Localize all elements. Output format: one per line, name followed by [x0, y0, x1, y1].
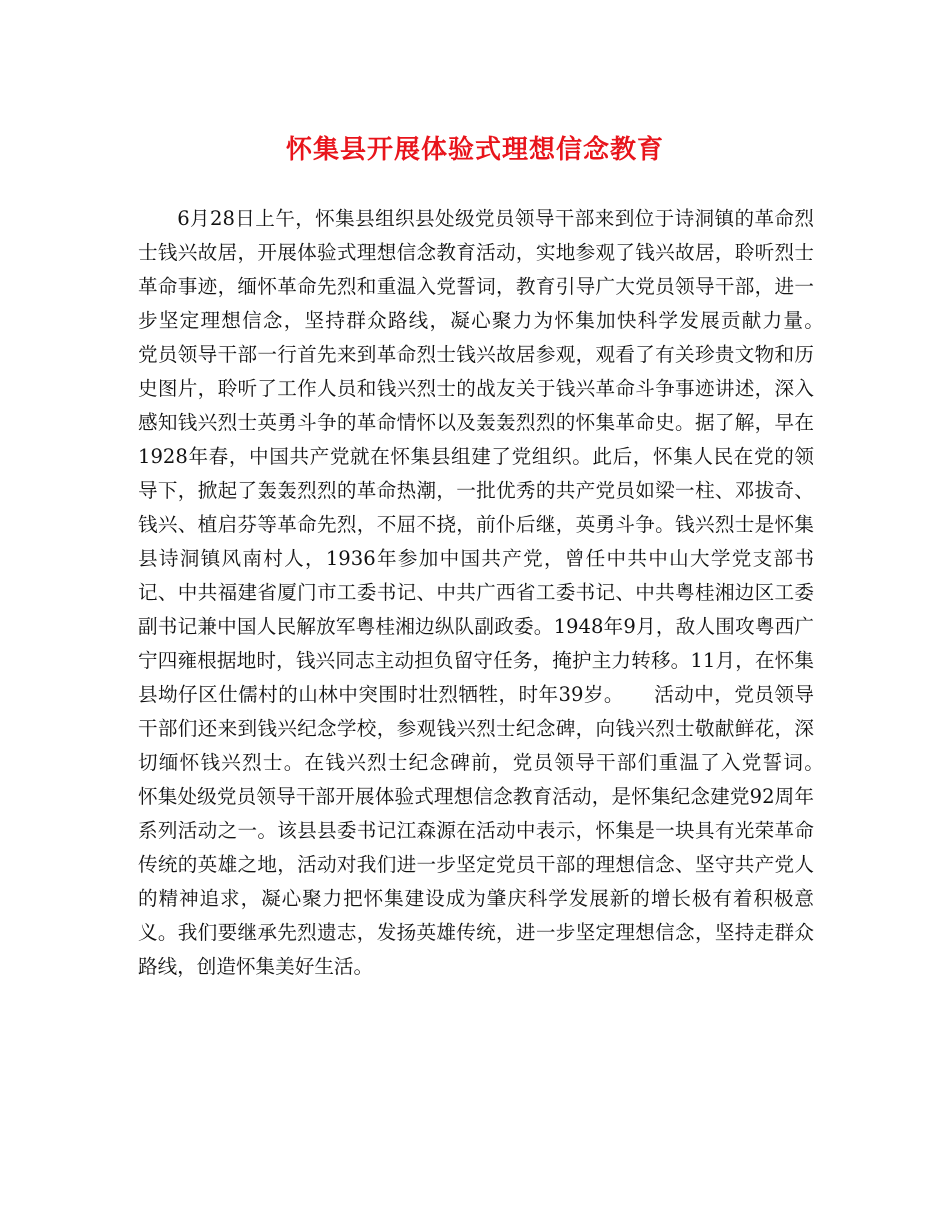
document-body-paragraph: 6月28日上午，怀集县组织县处级党员领导干部来到位于诗洞镇的革命烈士钱兴故居，开展体验式理想信念教育活动，实地参观了钱兴故居，聆听烈士革命事迹，缅怀革命先烈和重温入党誓词，教育引导广大党员领导干部，进一步坚定理想信念，坚持群众路线，凝心聚力为怀集加快科学发展贡献力量。 党员领导干部一行首先来到革命烈士钱兴故居参观，观看了有关珍贵文物和历史图片，聆听了工作人员和钱兴烈士的战友关于钱兴革命斗争事迹讲述，深入感知钱兴烈士英勇斗争的革命情怀以及轰轰烈烈的怀集革命史。据了解，早在1928年春，中国共产党就在怀集县组建了党组织。此后，怀集人民在党的领导下，掀起了轰轰烈烈的革命热潮，一批优秀的共产党员如梁一柱、邓拔奇、钱兴、植启芬等革命先烈，不屈不挠，前仆后继，英勇斗争。钱兴烈士是怀集县诗洞镇风南村人，1936年参加中国共产党，曾任中共中山大学党支部书记、中共福建省厦门市工委书记、中共广西省工委书记、中共粤桂湘边区工委副书记兼中国人民解放军粤桂湘边纵队副政委。1948年9月，敌人围攻粤西广宁四雍根据地时，钱兴同志主动担负留守任务，掩护主力转移。11月，在怀集县坳仔区仕儒村的山林中突围时壮烈牺牲，时年39岁。 活动中，党员领导干部们还来到钱兴纪念学校，参观钱兴烈士纪念碑，向钱兴烈士敬献鲜花，深切缅怀钱兴烈士。在钱兴烈士纪念碑前，党员领导干部们重温了入党誓词。 怀集处级党员领导干部开展体验式理想信念教育活动，是怀集纪念建党92周年系列活动之一。该县县委书记江森源在活动中表示，怀集是一块具有光荣革命传统的英雄之地，活动对我们进一步坚定党员干部的理想信念、坚守共产党人的精神追求，凝心聚力把怀集建设成为肇庆科学发展新的增长极有着积极意义。我们要继承先烈遗志，发扬英雄传统，进一步坚定理想信念，坚持走群众路线，创造怀集美好生活。: [138, 207, 854, 978]
document-title: 怀集县开展体验式理想信念教育: [285, 135, 664, 165]
